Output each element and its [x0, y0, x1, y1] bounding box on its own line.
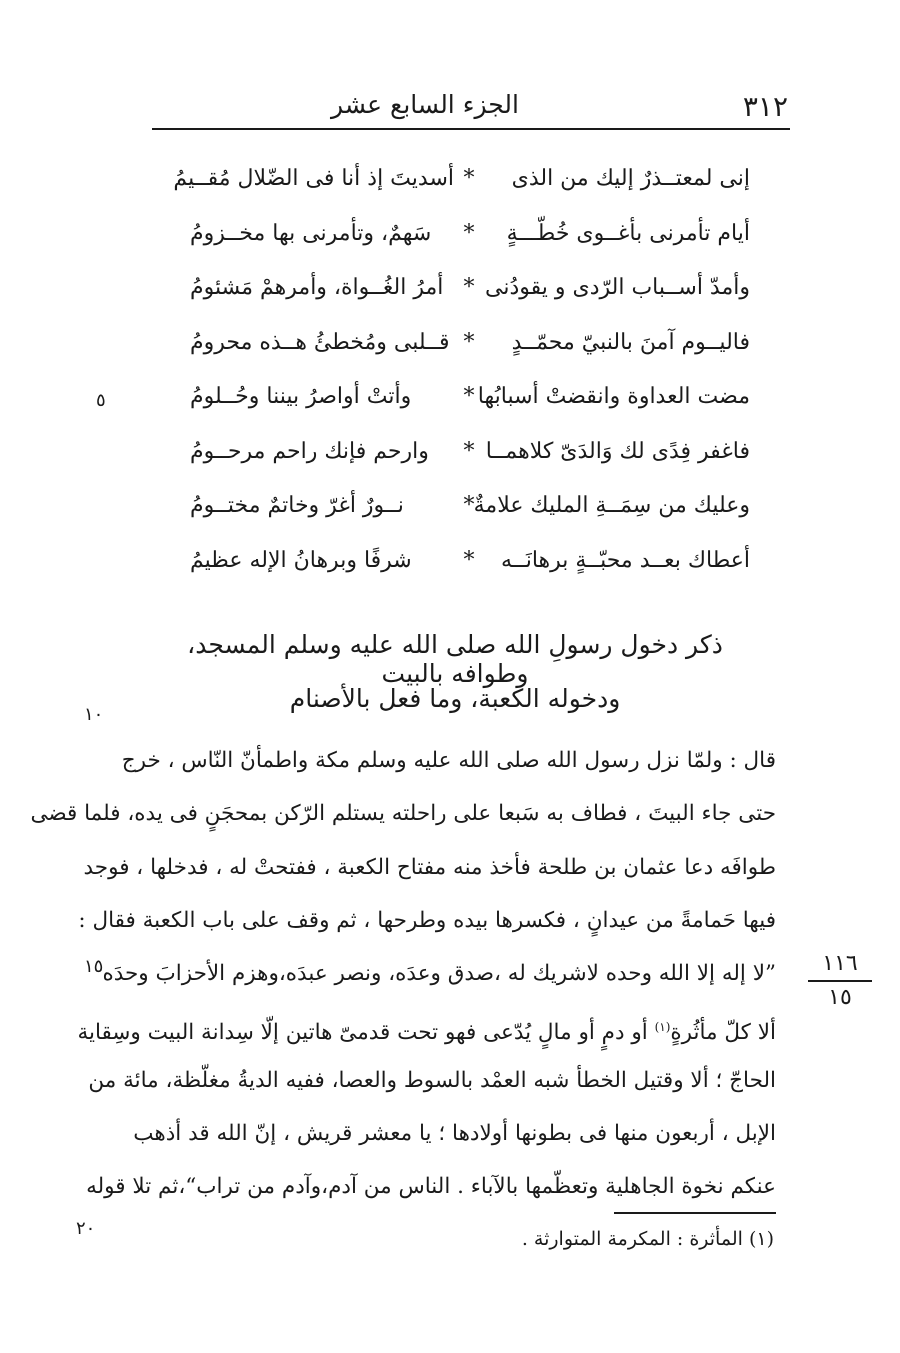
reference-upper: ١١٦	[822, 951, 858, 976]
poem-verse	[190, 378, 750, 433]
text-line: عنكم نخوة الجاهلية وتعظّمها بالآباء . الناس من آدم،وآدم من تراب“،ثم تلا قوله	[86, 1174, 776, 1200]
text-line: الإبل ، أربعون منها فى بطونها أولادها ؛ يا معشر قريش ، إنّ الله قد أذهب	[133, 1121, 776, 1147]
text-segment: ألا كلّ مأثُرةٍ	[670, 1020, 776, 1046]
line-number-10: ١٠	[84, 704, 104, 725]
poem-verse	[190, 542, 750, 597]
verse-second-hemistich: قــلبى ومُخطئُ هــذه محرومُ	[190, 329, 450, 355]
reference-bar	[808, 980, 872, 982]
verse-second-hemistich: وأتتْ أواصرُ بيننا وحُــلومُ	[190, 384, 412, 409]
verse-first-hemistich: وعليك من سِمَــةِ المليك علامةٌ	[473, 493, 750, 518]
verse-separator: *	[463, 275, 475, 300]
verse-second-hemistich: أسديتَ إذ أنا فى الضّلال مُقــيمُ	[173, 166, 454, 191]
verse-first-hemistich: مضت العداوة وانقضتْ أسبابُها	[477, 384, 750, 409]
poem-verse	[190, 433, 750, 488]
verse-second-hemistich: وارحم فإنك راحم مرحــومُ	[190, 438, 429, 464]
verse-separator: *	[463, 220, 475, 246]
original-page-reference	[808, 950, 872, 1012]
line-number-5: ٥	[96, 390, 106, 411]
verse-second-hemistich: سَهمٌ، وتأمرنى بها مخــزومُ	[190, 220, 432, 246]
text-line: فيها حَمامةً من عيدانٍ ، فكسرها بيده وطرحها ، ثم وقف على باب الكعبة فقال :	[78, 907, 776, 933]
line-number-15: ١٥	[84, 956, 104, 977]
page-number: ٣١٢	[742, 90, 788, 123]
verse-separator: *	[463, 493, 475, 518]
verse-separator: *	[463, 384, 475, 409]
running-title: الجزء السابع عشر	[331, 90, 519, 119]
line-number-20: ٢٠	[76, 1218, 96, 1239]
running-header	[152, 86, 788, 126]
poem-verse	[190, 487, 750, 542]
text-line: طوافَه دعا عثمان بن طلحة فأخذ منه مفتاح الكعبة ، ففتحتْ له ، فدخلها ، فوجد	[83, 854, 776, 880]
verse-second-hemistich: أمرُ الغُــواة، وأمرهمْ مَشئومُ	[190, 275, 444, 300]
text-line: ”لا إله إلا الله وحده لاشريك له ،صدق وعدَه، ونصر عبدَه،وهزم الأحزابَ وحدَه	[102, 961, 776, 987]
footnote: (١) المأثرة : المكرمة المتوارثة .	[521, 1228, 774, 1250]
poem	[173, 160, 750, 596]
verse-first-hemistich: فاغفر فِدًى لك وَالدَىّ كلاهمــا	[485, 438, 750, 464]
text-line: قال : ولمّا نزل رسول الله صلى الله عليه وسلم مكة واطمأنّ النّاس ، خرج	[121, 748, 776, 773]
poem-verse	[190, 215, 750, 270]
verse-first-hemistich: وأمدّ أســباب الرّدى و يقودُنى	[485, 275, 750, 300]
verse-first-hemistich: فاليــوم آمنَ بالنبيّ محمّــدٍ	[511, 329, 750, 355]
verse-first-hemistich: أعطاك بعــد محبّــةٍ برهانَــه	[501, 547, 750, 573]
verse-separator: *	[463, 547, 475, 573]
verse-separator: *	[463, 438, 475, 464]
verse-first-hemistich: إنى لمعتــذرٌ إليك من الذى	[511, 166, 750, 191]
text-line	[77, 1004, 776, 1057]
poem-verse	[190, 324, 750, 379]
text-line: الحاجّ ؛ ألا وقتيل الخطأ شبه العمْد بالسوط والعصا، ففيه الديةُ مغلّظة، مائة من	[88, 1067, 776, 1093]
verse-second-hemistich: شرفًا وبرهانُ الإله عظيمُ	[190, 547, 412, 573]
footnote-marker: (١)	[654, 1020, 671, 1035]
section-title-line-1: ذكر دخول رسولِ الله صلى الله عليه وسلم المسجد، وطوافه بالبيت	[187, 630, 723, 688]
verse-separator: *	[463, 329, 475, 355]
verse-separator: *	[463, 166, 475, 191]
text-line: حتى جاء البيتَ ، فطاف به سَبعا على راحلته يستلم الرّكن بمحجَنٍ فى يده، فلما قضى	[30, 801, 776, 827]
header-rule	[152, 128, 790, 130]
poem-verse	[190, 269, 750, 324]
section-title-line-2: ودخوله الكعبة، وما فعل بالأصنام	[289, 684, 621, 713]
verse-first-hemistich: أيام تأمرنى بأغــوى خُطّـــةٍ	[506, 220, 750, 246]
reference-lower: ١٥	[828, 985, 852, 1010]
verse-second-hemistich: نــورٌ أغرّ وخاتمٌ مختــومُ	[190, 493, 404, 518]
text-segment: أو دمٍ أو مالٍ يُدّعى فهو تحت قدمىّ هاتين إلّا سِدانة البيت وسِقاية	[77, 1020, 648, 1046]
poem-verse	[173, 160, 750, 215]
footnote-rule	[614, 1212, 776, 1214]
